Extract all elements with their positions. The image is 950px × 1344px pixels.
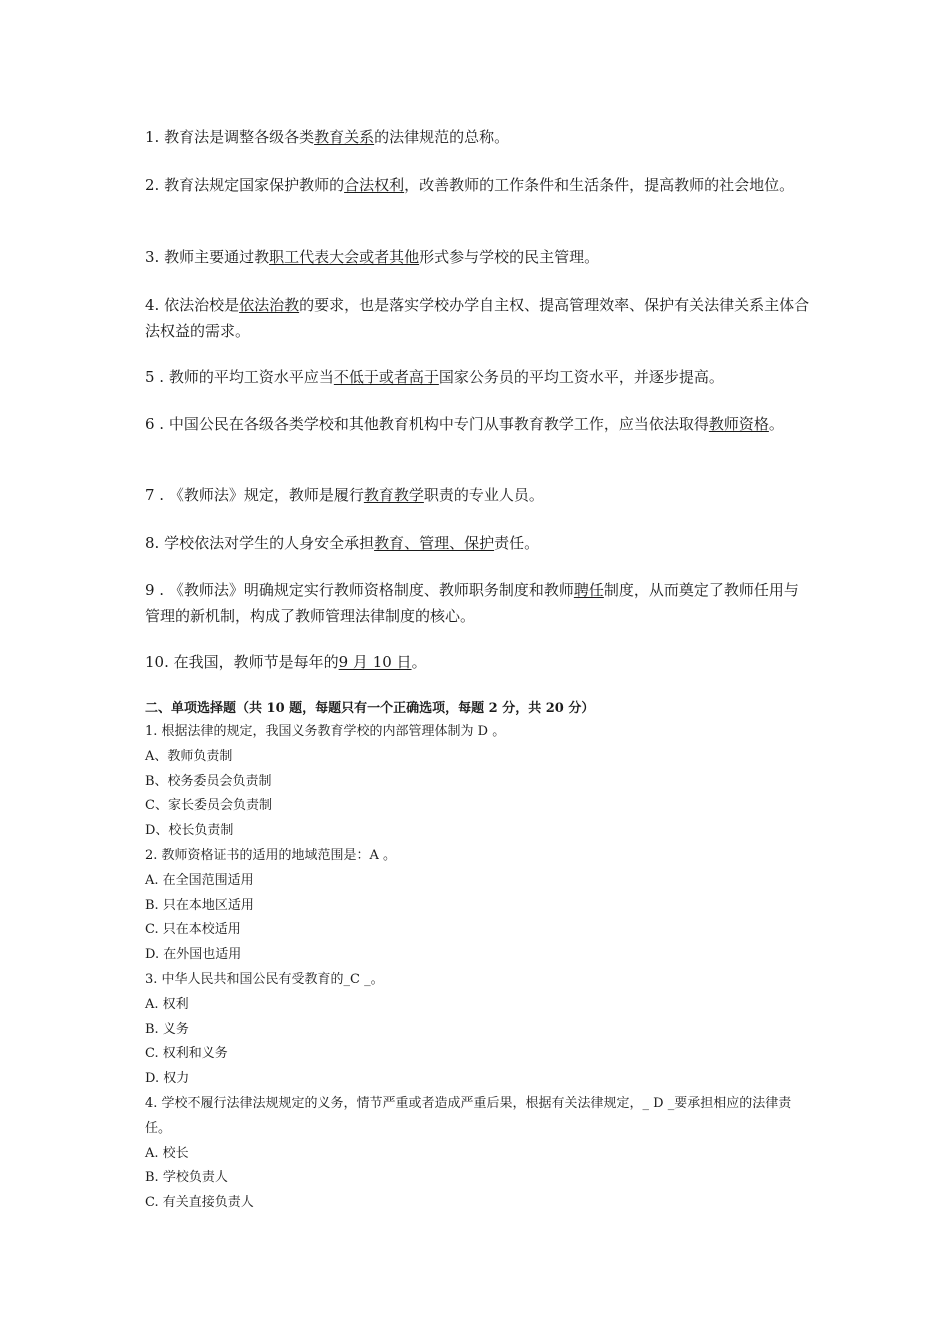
fill-item-8 [145, 530, 810, 556]
fill-item-10 [145, 649, 810, 675]
multiple-choice-list [145, 720, 810, 1216]
text-segment: 职责的专业人员。 [423, 486, 544, 504]
text-segment: 1. 教育法是调整各级各类 [145, 128, 315, 146]
answer-blank: 教育教学 [363, 486, 424, 504]
option-line: B、校务委员会负责制 [145, 773, 272, 789]
text-segment: 3. 教师主要通过教 [145, 248, 270, 266]
option-line: A. 在全国范围适用 [145, 872, 254, 888]
option-line: D. 在外国也适用 [145, 947, 242, 963]
fill-item-3 [145, 244, 810, 270]
answer-blank: 职工代表大会或者其他 [269, 248, 420, 266]
text-segment: 4. 依法治校是 [145, 296, 240, 314]
text-segment: 9 . 《教师法》明确规定实行教师资格制度、教师职务制度和教师 [145, 581, 574, 599]
answer-blank: 教育、管理、保护 [374, 534, 495, 552]
option-line: D. 权力 [145, 1071, 190, 1087]
option-line: C、家长委员会负责制 [145, 798, 272, 814]
text-segment: 10. 在我国，教师节是每年的 [145, 653, 339, 671]
answer-blank: 聘任 [573, 581, 604, 599]
fill-item-7 [145, 482, 810, 508]
fill-item-6 [145, 411, 810, 437]
text-segment: 。 [411, 653, 427, 671]
option-line: C. 有关直接负责人 [145, 1195, 254, 1211]
option-line: A. 权利 [145, 996, 189, 1012]
text-segment: 责任。 [494, 534, 540, 552]
fill-item-5 [145, 364, 810, 390]
question-line: 3. 中华人民共和国公民有受教育的_C _。 [145, 971, 384, 987]
text-segment: 国家公务员的平均工资水平，并逐步提高。 [438, 368, 724, 386]
text-segment: ，改善教师的工作条件和生活条件，提高教师的社会地位。 [404, 176, 795, 194]
answer-blank: 依法治教 [239, 296, 300, 314]
answer-blank: 9 月 10 日 [338, 653, 412, 671]
answer-blank: 不低于或者高于 [333, 368, 439, 386]
question-line: 1. 根据法律的规定，我国义务教育学校的内部管理体制为 D 。 [145, 724, 506, 739]
option-line: A. 校长 [145, 1145, 189, 1161]
option-line: C. 权利和义务 [145, 1046, 228, 1062]
section-heading: 二、单项选择题（共 10 题，每题只有一个正确选项，每题 2 分，共 20 分） [145, 701, 595, 716]
text-segment: 2. 教育法规定国家保护教师的 [145, 176, 345, 194]
text-segment: 6 . 中国公民在各级各类学校和其他教育机构中专门从事教育教学工作，应当依法取得 [145, 415, 709, 433]
text-segment: 制度，从而奠定了教师任用与管理的新机制，构成了教师管理法律制度的核心。 [145, 581, 799, 625]
option-line: C. 只在本校适用 [145, 922, 241, 938]
question-line: 4. 学校不履行法律法规规定的义务，情节严重或者造成严重后果，根据有关法律规定，_ D _要承担相应的法律责任。 [145, 1095, 792, 1136]
option-line: B. 学校负责人 [145, 1170, 228, 1186]
answer-blank: 教育关系 [314, 128, 375, 146]
fill-item-1 [145, 124, 810, 150]
option-line: A、教师负责制 [145, 748, 233, 764]
question-line: 2. 教师资格证书的适用的地域范围是：A 。 [145, 847, 397, 863]
option-line: D、校长负责制 [145, 823, 234, 839]
text-segment: 形式参与学校的民主管理。 [419, 248, 600, 266]
answer-blank: 教师资格 [708, 415, 769, 433]
text-segment: 5 . 教师的平均工资水平应当 [145, 368, 334, 386]
fill-item-9 [145, 577, 810, 629]
text-segment: 的要求，也是落实学校办学自主权、提高管理效率、保护有关法律关系主体合法权益的需求。 [145, 296, 810, 340]
fill-item-2 [145, 172, 810, 198]
option-line: B. 义务 [145, 1021, 189, 1037]
answer-blank: 合法权利 [344, 176, 405, 194]
text-segment: 的法律规范的总称。 [374, 128, 510, 146]
fill-item-4 [145, 292, 810, 344]
text-segment: 7 . 《教师法》规定，教师是履行 [145, 486, 364, 504]
text-segment: 8. 学校依法对学生的人身安全承担 [145, 534, 375, 552]
option-line: B. 只在本地区适用 [145, 897, 254, 913]
text-segment: 。 [768, 415, 784, 433]
